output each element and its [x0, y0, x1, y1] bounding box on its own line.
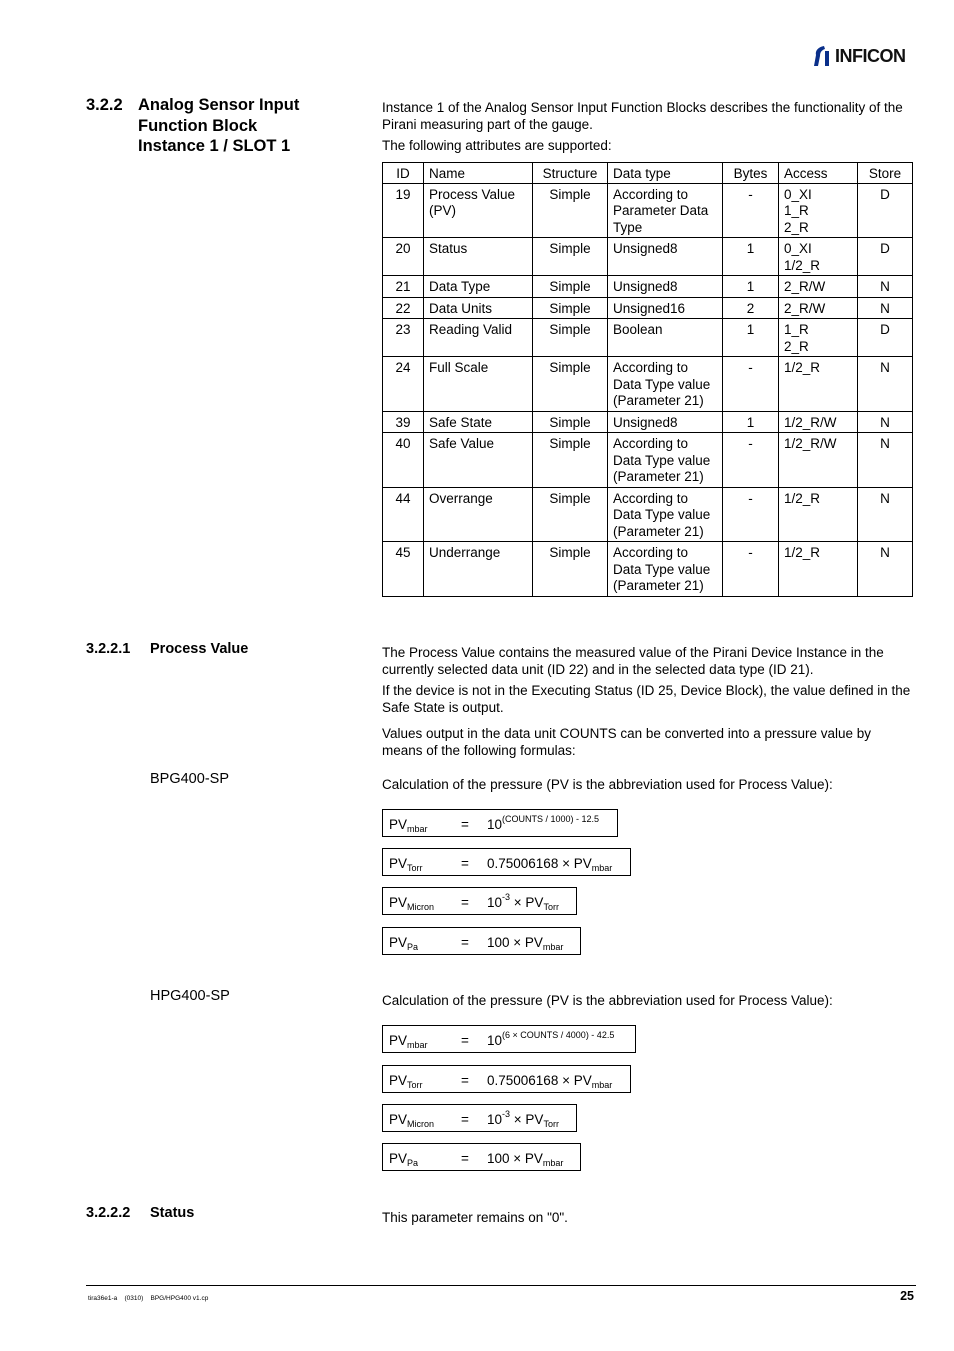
- cell-name: Full Scale: [424, 357, 533, 412]
- cell-bytes: 1: [723, 238, 779, 276]
- cell-access: [779, 276, 858, 298]
- subsection-heading-process-value: [86, 641, 366, 661]
- formula-exponent: -3: [502, 1109, 511, 1119]
- formula-rhs-unit: mbar: [542, 1158, 564, 1168]
- table-row: [383, 487, 913, 542]
- access-line: 0_XI: [784, 186, 812, 202]
- formula-rhs-base: 100 × PV: [487, 1151, 543, 1166]
- formula-rhs-unit: Torr: [543, 1119, 559, 1129]
- column-header: Structure: [533, 163, 608, 184]
- table-row: [383, 357, 913, 412]
- formula-rhs-base: 100 × PV: [487, 935, 543, 950]
- formula-rhs-unit: mbar: [542, 942, 564, 952]
- cell-name: Data Type: [424, 276, 533, 298]
- cell-access: [779, 297, 858, 319]
- bpg-formula-mbar: [382, 809, 618, 837]
- formula-lhs-unit: Pa: [407, 1158, 419, 1168]
- formula-symbol: PV: [389, 1033, 408, 1048]
- cell-name: Data Units: [424, 297, 533, 319]
- formula-lhs: [389, 817, 428, 832]
- formula-lhs: [389, 1112, 434, 1127]
- access-line: 1/2_R: [784, 490, 821, 506]
- access-line: 1_R: [784, 203, 809, 218]
- process-value-paragraph: The Process Value contains the measured value of the Pirani Device Instance in the currently selected data unit (ID 22) and in the selected data type (ID 21).: [382, 645, 884, 677]
- cell-id: 22: [383, 297, 424, 319]
- cell-access: [779, 542, 858, 597]
- formula-rhs: [487, 1030, 615, 1048]
- table-body: [383, 183, 913, 596]
- formula-exponent: (6 × COUNTS / 4000) - 42.5: [502, 1030, 615, 1040]
- formula-lhs-unit: Torr: [407, 1080, 423, 1090]
- bpg-label: BPG400-SP: [150, 771, 229, 787]
- process-value-paragraph: If the device is not in the Executing Status (ID 25, Device Block), the value defined in the Safe State is output.: [382, 682, 911, 715]
- formula-rhs-base: 0.75006168 × PV: [487, 856, 592, 871]
- status-text: This parameter remains on "0".: [382, 1210, 568, 1225]
- page-number: 25: [900, 1289, 914, 1303]
- formula-lhs: [389, 935, 418, 950]
- cell-access: [779, 357, 858, 412]
- cell-structure: Simple: [533, 357, 608, 412]
- hpg-formula-torr: [382, 1065, 631, 1093]
- table-row: [383, 276, 913, 298]
- formula-lhs: [389, 856, 423, 871]
- cell-name: Safe State: [424, 411, 533, 433]
- cell-bytes: 1: [723, 411, 779, 433]
- formula-symbol: PV: [389, 1151, 408, 1166]
- bpg-calc-text: Calculation of the pressure (PV is the abbreviation used for Process Value):: [382, 777, 833, 792]
- formula-equals: =: [461, 1033, 469, 1048]
- formula-rhs: [487, 814, 600, 832]
- formula-rhs-tail: × PV: [510, 895, 544, 910]
- formula-rhs-base: 10: [487, 1112, 503, 1127]
- cell-data-type: Unsigned8: [608, 238, 723, 276]
- cell-id: 23: [383, 319, 424, 357]
- cell-structure: Simple: [533, 542, 608, 597]
- formula-rhs-base: 10: [487, 817, 503, 832]
- cell-data-type: According to Data Type value (Parameter 21): [608, 542, 723, 597]
- access-line: 2_R/W: [784, 279, 826, 294]
- formula-symbol: PV: [389, 1112, 408, 1127]
- formula-rhs: [487, 856, 612, 871]
- column-header: ID: [383, 163, 424, 184]
- table-row: [383, 319, 913, 357]
- hpg-formula-pa: [382, 1143, 581, 1171]
- cell-data-type: According to Data Type value (Parameter 21): [608, 357, 723, 412]
- formula-equals: =: [461, 935, 469, 950]
- table-row: [383, 183, 913, 238]
- column-header: Store: [858, 163, 913, 184]
- formula-symbol: PV: [389, 935, 408, 950]
- access-line: 1/2_R/W: [784, 436, 837, 451]
- inficon-logo-icon: [812, 45, 832, 67]
- formula-equals: =: [461, 1112, 469, 1127]
- column-header: Access: [779, 163, 858, 184]
- formula-rhs-unit: mbar: [591, 1080, 613, 1090]
- formula-rhs-tail: × PV: [510, 1112, 544, 1127]
- section-number: 3.2.2: [86, 96, 123, 114]
- cell-name: Process Value (PV): [424, 183, 533, 238]
- formula-equals: =: [461, 1073, 469, 1088]
- cell-structure: Simple: [533, 319, 608, 357]
- cell-name: Safe Value: [424, 433, 533, 488]
- formula-lhs-unit: Pa: [407, 942, 419, 952]
- process-value-text: [382, 644, 912, 762]
- formula-lhs-unit: Torr: [407, 863, 423, 873]
- formula-exponent: (COUNTS / 1000) - 12.5: [502, 814, 600, 824]
- bpg-formula-pa: [382, 927, 581, 955]
- table-row: [383, 297, 913, 319]
- formula-rhs: [487, 1073, 612, 1088]
- cell-name: Underrange: [424, 542, 533, 597]
- formula-equals: =: [461, 895, 469, 910]
- logo-text: INFICON: [835, 45, 906, 66]
- cell-data-type: Unsigned16: [608, 297, 723, 319]
- cell-bytes: 1: [723, 319, 779, 357]
- subsection-number: 3.2.2.2: [86, 1205, 131, 1221]
- cell-store: D: [858, 319, 913, 357]
- access-line: 0_XI: [784, 241, 812, 256]
- formula-lhs-unit: mbar: [407, 1040, 428, 1050]
- formula-rhs: [487, 935, 563, 950]
- subsection-title: Process Value: [150, 641, 249, 657]
- cell-name: Status: [424, 238, 533, 276]
- column-header: Name: [424, 163, 533, 184]
- table-row: [383, 542, 913, 597]
- formula-symbol: PV: [389, 1073, 408, 1088]
- section-title-line: Function Block: [138, 116, 258, 135]
- cell-access: [779, 487, 858, 542]
- cell-id: 21: [383, 276, 424, 298]
- cell-structure: Simple: [533, 183, 608, 238]
- cell-bytes: -: [723, 487, 779, 542]
- section-title-line: Analog Sensor Input: [138, 96, 300, 114]
- cell-store: N: [858, 357, 913, 412]
- section-intro: [382, 99, 912, 157]
- formula-lhs: [389, 1151, 418, 1166]
- access-line: 2_R/W: [784, 300, 826, 316]
- subsection-heading-status: [86, 1205, 366, 1225]
- cell-name: Overrange: [424, 487, 533, 542]
- cell-id: 20: [383, 238, 424, 276]
- formula-lhs: [389, 1033, 428, 1048]
- cell-id: 24: [383, 357, 424, 412]
- bpg-formula-micron: [382, 887, 577, 915]
- cell-data-type: Unsigned8: [608, 276, 723, 298]
- cell-data-type: According to Data Type value (Parameter 21): [608, 487, 723, 542]
- cell-structure: Simple: [533, 487, 608, 542]
- cell-bytes: -: [723, 183, 779, 238]
- table-row: [383, 433, 913, 488]
- cell-store: N: [858, 542, 913, 597]
- cell-store: N: [858, 487, 913, 542]
- hpg-calc-text: Calculation of the pressure (PV is the abbreviation used for Process Value):: [382, 993, 833, 1008]
- formula-rhs-unit: Torr: [543, 902, 559, 912]
- cell-id: 44: [383, 487, 424, 542]
- subsection-number: 3.2.2.1: [86, 641, 131, 657]
- hpg-formula-mbar: [382, 1025, 636, 1053]
- table-row: [383, 238, 913, 276]
- access-line: 2_R: [784, 219, 809, 235]
- cell-bytes: 2: [723, 297, 779, 319]
- access-line: 1/2_R: [784, 545, 821, 560]
- access-line: 1/2_R/W: [784, 414, 837, 430]
- footer-document-id: tira36e1-a (0310) BPG/HPG400 v1.cp: [88, 1295, 209, 1302]
- cell-structure: Simple: [533, 238, 608, 276]
- cell-structure: Simple: [533, 411, 608, 433]
- cell-id: 39: [383, 411, 424, 433]
- cell-store: N: [858, 276, 913, 298]
- table-header-row: [383, 163, 913, 184]
- section-heading: [86, 95, 366, 159]
- section-title: [138, 95, 358, 157]
- cell-data-type: According to Parameter Data Type: [608, 183, 723, 238]
- cell-store: N: [858, 411, 913, 433]
- cell-access: [779, 411, 858, 433]
- access-line: 1/2_R: [784, 360, 821, 375]
- cell-store: N: [858, 297, 913, 319]
- formula-lhs-unit: Micron: [407, 1119, 435, 1129]
- cell-id: 45: [383, 542, 424, 597]
- column-header: Data type: [608, 163, 723, 184]
- attribute-table: [382, 162, 913, 597]
- column-header: Bytes: [723, 163, 779, 184]
- formula-lhs: [389, 895, 434, 910]
- hpg-label: HPG400-SP: [150, 988, 230, 1004]
- cell-access: [779, 238, 858, 276]
- cell-bytes: -: [723, 542, 779, 597]
- cell-structure: Simple: [533, 433, 608, 488]
- cell-id: 19: [383, 183, 424, 238]
- cell-data-type: According to Data Type value (Parameter 21): [608, 433, 723, 488]
- footer-divider: [86, 1285, 916, 1286]
- cell-access: [779, 183, 858, 238]
- formula-symbol: PV: [389, 817, 408, 832]
- formula-equals: =: [461, 817, 469, 832]
- cell-store: D: [858, 238, 913, 276]
- cell-bytes: -: [723, 433, 779, 488]
- formula-rhs: [487, 1109, 559, 1129]
- access-line: 1_R: [784, 322, 809, 337]
- section-title-line: Instance 1 / SLOT 1: [138, 137, 291, 155]
- cell-store: D: [858, 183, 913, 238]
- formula-exponent: -3: [502, 892, 511, 902]
- process-value-paragraph: Values output in the data unit COUNTS can be converted into a pressure value by means of the following formulas:: [382, 725, 872, 758]
- formula-equals: =: [461, 856, 469, 871]
- cell-structure: Simple: [533, 297, 608, 319]
- formula-equals: =: [461, 1151, 469, 1166]
- cell-store: N: [858, 433, 913, 488]
- cell-data-type: Unsigned8: [608, 411, 723, 433]
- attributes-intro: The following attributes are supported:: [382, 137, 612, 153]
- access-line: 1/2_R: [784, 257, 821, 273]
- bpg-formula-torr: [382, 848, 631, 876]
- inficon-logo: [812, 44, 916, 68]
- cell-id: 40: [383, 433, 424, 488]
- subsection-title: Status: [150, 1205, 195, 1221]
- cell-data-type: Boolean: [608, 319, 723, 357]
- cell-name: Reading Valid: [424, 319, 533, 357]
- formula-rhs-unit: mbar: [591, 863, 613, 873]
- intro-paragraph: Instance 1 of the Analog Sensor Input Function Blocks describes the functionality of the Pirani measuring part of the gauge.: [382, 100, 903, 132]
- cell-access: [779, 319, 858, 357]
- formula-rhs-base: 10: [487, 1033, 503, 1048]
- cell-bytes: -: [723, 357, 779, 412]
- formula-rhs: [487, 1151, 563, 1166]
- cell-structure: Simple: [533, 276, 608, 298]
- formula-lhs: [389, 1073, 423, 1088]
- table-row: [383, 411, 913, 433]
- formula-symbol: PV: [389, 856, 408, 871]
- hpg-formula-micron: [382, 1104, 577, 1132]
- formula-rhs-base: 10: [487, 895, 503, 910]
- formula-lhs-unit: Micron: [407, 902, 435, 912]
- formula-symbol: PV: [389, 895, 408, 910]
- cell-access: [779, 433, 858, 488]
- formula-rhs-base: 0.75006168 × PV: [487, 1073, 592, 1088]
- access-line: 2_R: [784, 338, 809, 354]
- formula-lhs-unit: mbar: [407, 824, 428, 834]
- formula-rhs: [487, 892, 559, 912]
- cell-bytes: 1: [723, 276, 779, 298]
